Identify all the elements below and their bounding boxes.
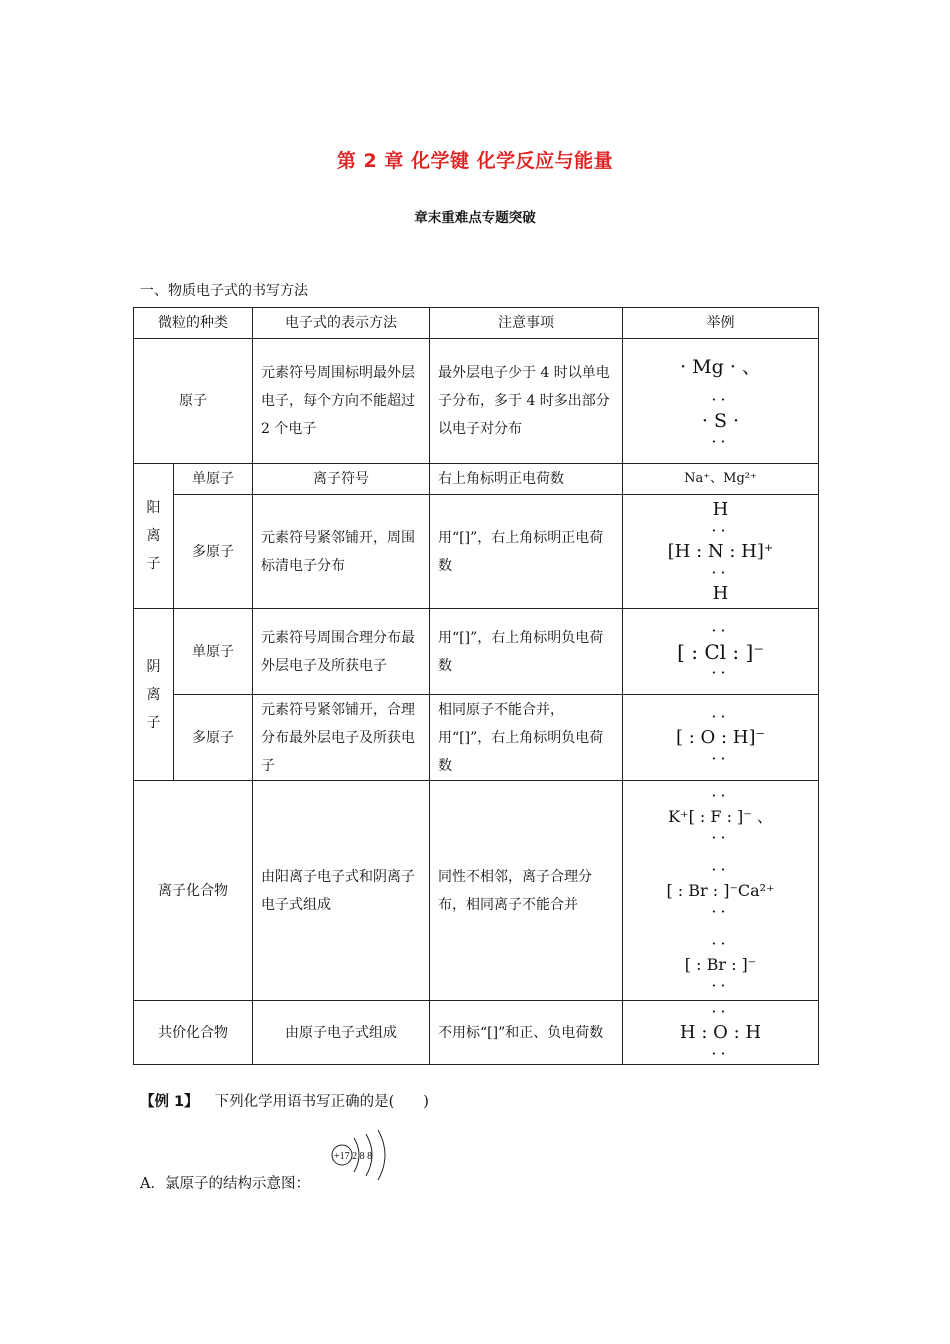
water-dots-bottom: ··: [711, 1043, 730, 1063]
cation-group-label: 阳离子: [146, 500, 161, 572]
kf-dots-bottom: ··: [711, 827, 730, 847]
ammonium-dots-top: ··: [711, 520, 730, 540]
row-cation-multi: [134, 495, 819, 609]
anion-single-kind: 单原子: [174, 609, 253, 695]
br-dots-bottom: ··: [711, 975, 730, 995]
chloride-dots-bottom: ··: [711, 662, 730, 682]
cabr-dots-top: ··: [711, 859, 730, 879]
shell-arc-3: [378, 1130, 385, 1180]
anion-single-method: 元素符号周围合理分布最外层电子及所获电子: [253, 609, 430, 695]
covalent-note: 不用标“[]”和正、负电荷数: [430, 1001, 623, 1065]
example-label: 【例 1】: [140, 1094, 199, 1110]
header-notes: 注意事项: [430, 308, 623, 339]
anion-group: [134, 609, 174, 781]
s-dots-top: ··: [711, 390, 730, 409]
header-example: 举例: [623, 308, 819, 339]
row-anion-multi: [134, 695, 819, 781]
row-cation-single: [134, 464, 819, 495]
cation-multi-kind: 多原子: [174, 495, 253, 609]
chloride-formula: [ : Cl : ]⁻: [677, 639, 764, 664]
ionic-kind: 离子化合物: [134, 781, 253, 1001]
ammonium-top-h: H: [712, 498, 729, 520]
chloride-dots-top: ··: [711, 620, 730, 640]
mg-formula: · Mg · 、: [680, 356, 761, 378]
atom-example: [623, 339, 819, 464]
ammonium-example: [623, 495, 819, 609]
water-example: [623, 1001, 819, 1065]
row-ionic-compound: [134, 781, 819, 1001]
water-formula: H : O : H: [679, 1021, 762, 1043]
br-formula: [ : Br : ]⁻: [684, 954, 757, 974]
cation-group: [134, 464, 174, 609]
cation-single-method: 离子符号: [253, 464, 430, 495]
option-a: A．氯原子的结构示意图：: [140, 1176, 310, 1192]
example-question-text: 下列化学用语书写正确的是( ): [214, 1094, 429, 1110]
hydroxide-dots-top: ··: [711, 706, 730, 726]
br-dots-top: ··: [711, 933, 730, 953]
covalent-kind: 共价化合物: [134, 1001, 253, 1065]
chloride-example: [623, 609, 819, 695]
atom-note: 最外层电子少于 4 时以单电子分布，多于 4 时多出部分以电子对分布: [430, 339, 623, 464]
ionic-example: [623, 781, 819, 1001]
page-title: 第 2 章 化学键 化学反应与能量: [336, 150, 614, 172]
row-covalent-compound: [134, 1001, 819, 1065]
ammonium-mid: [H : N : H]⁺: [667, 540, 774, 562]
cabr-formula: [ : Br : ]⁻Ca²⁺: [666, 880, 775, 900]
s-dots-bottom: ··: [711, 432, 730, 451]
cabr-dots-bottom: ··: [711, 901, 730, 921]
atom-method: 元素符号周围标明最外层电子，每个方向不能超过 2 个电子: [253, 339, 430, 464]
cation-single-note: 右上角标明正电荷数: [430, 464, 623, 495]
ionic-note: 同性不相邻，离子合理分布，相同离子不能合并: [430, 781, 623, 1001]
ionic-method: 由阳离子电子式和阴离子电子式组成: [253, 781, 430, 1001]
anion-multi-note: 相同原子不能合并，用“[]”，右上角标明负电荷数: [430, 695, 623, 781]
ammonium-bottom-h: H: [712, 582, 729, 604]
s-formula: · S ·: [701, 410, 740, 432]
hydroxide-example: [623, 695, 819, 781]
diagram-label: +17 2 8 8: [334, 1151, 373, 1162]
cation-single-example: Na⁺、Mg²⁺: [623, 464, 819, 495]
s-symbol: S: [713, 410, 728, 432]
water-dots-top: ··: [711, 1001, 730, 1021]
kf-dots-top: ··: [711, 785, 730, 805]
example-question: [140, 1090, 429, 1111]
kf-formula: K⁺[ : F : ]⁻ 、: [668, 806, 773, 826]
anion-multi-method: 元素符号紧邻铺开，合理分布最外层电子及所获电子: [253, 695, 430, 781]
chlorine-atom-structure-diagram: [330, 1124, 400, 1184]
cation-multi-method: 元素符号紧邻铺开，周围标清电子分布: [253, 495, 430, 609]
ammonium-dots-bottom: ··: [711, 562, 730, 582]
table-header-row: [134, 308, 819, 339]
row-anion-single: [134, 609, 819, 695]
hydroxide-formula: [ : O : H]⁻: [675, 726, 765, 748]
anion-single-note: 用“[]”，右上角标明负电荷数: [430, 609, 623, 695]
header-method: 电子式的表示方法: [253, 308, 430, 339]
hydroxide-dots-bottom: ··: [711, 748, 730, 768]
anion-multi-kind: 多原子: [174, 695, 253, 781]
covalent-method: 由原子电子式组成: [253, 1001, 430, 1065]
header-particle-type: 微粒的种类: [134, 308, 253, 339]
row-atom: [134, 339, 819, 464]
cation-multi-note: 用“[]”，右上角标明正电荷数: [430, 495, 623, 609]
electron-formula-table: [133, 307, 819, 1065]
page-subtitle: 章末重难点专题突破: [414, 210, 536, 226]
anion-group-label: 阴离子: [146, 658, 161, 731]
section-heading: 一、物质电子式的书写方法: [140, 283, 308, 299]
cation-single-kind: 单原子: [174, 464, 253, 495]
atom-kind: 原子: [134, 339, 253, 464]
